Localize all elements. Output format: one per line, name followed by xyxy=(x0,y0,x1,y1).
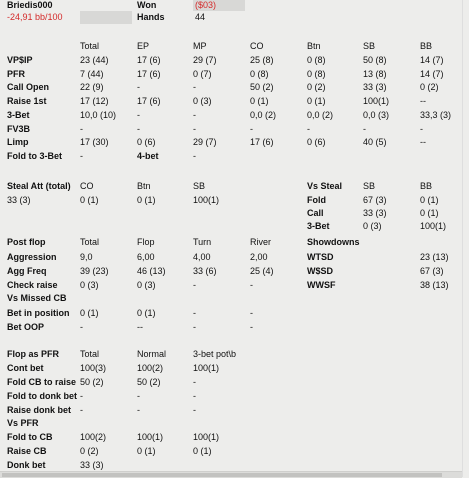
preflop-cell: 0 (3) xyxy=(193,96,212,107)
flop-pfr-col-header: Total xyxy=(80,349,100,359)
flop-pfr-cell: - xyxy=(80,391,83,401)
preflop-cell: 13 (8) xyxy=(363,68,387,79)
vs-steal-row-label: Fold xyxy=(307,195,326,205)
postflop-cell: 33 (6) xyxy=(193,266,217,276)
steal-att-value: 100(1) xyxy=(193,195,220,205)
postflop-cell: - xyxy=(193,280,196,290)
preflop-cell: 0 (1) xyxy=(250,96,269,107)
vs-steal-cell: 0 (1) xyxy=(420,195,439,205)
vs-pfr-cell: 0 (1) xyxy=(137,446,156,456)
preflop-cell: - xyxy=(193,109,196,120)
hands-label: Hands xyxy=(137,12,165,22)
postflop-col-header: River xyxy=(250,237,272,247)
vs-pfr-cell: 100(1) xyxy=(193,432,220,442)
steal-att-value: 0 (1) xyxy=(80,195,99,205)
postflop-col-header: Flop xyxy=(137,237,155,247)
showdown-label: W$SD xyxy=(307,266,334,276)
missed-cb-cell: - xyxy=(193,322,196,332)
postflop-row-label: Agg Freq xyxy=(7,266,47,276)
preflop-row-label: Call Open xyxy=(7,82,50,93)
vs-steal-col-header: SB xyxy=(363,181,376,191)
flop-pfr-cell: - xyxy=(80,405,83,415)
preflop-cell: 25 (8) xyxy=(250,55,274,65)
scrollbar-thumb[interactable] xyxy=(2,473,442,477)
missed-cb-cell: - xyxy=(193,308,196,318)
postflop-cell: 9,0 xyxy=(80,252,93,262)
postflop-cell: 39 (23) xyxy=(80,266,109,276)
flop-as-pfr-title: Flop as PFR xyxy=(7,349,60,359)
preflop-cell: - xyxy=(80,123,83,134)
vs-pfr-row-label: Donk bet xyxy=(7,460,46,470)
preflop-col-header: BB xyxy=(420,41,433,51)
preflop-cell: - xyxy=(193,123,196,134)
preflop-cell: - xyxy=(137,123,140,134)
preflop-cell: 0 (6) xyxy=(307,137,326,148)
showdown-label: WTSD xyxy=(307,252,334,262)
steal-att-value: 0 (1) xyxy=(137,195,156,205)
flop-pfr-cell: - xyxy=(137,391,140,401)
preflop-cell: 14 (7) xyxy=(420,68,444,79)
vs-pfr-cell: 0 (2) xyxy=(80,446,99,456)
preflop-cell: 4-bet xyxy=(137,150,159,161)
preflop-cell: 0,0 (2) xyxy=(307,109,334,120)
vs-steal-cell: 67 (3) xyxy=(363,195,387,205)
flop-pfr-col-header: 3-bet pot\b xyxy=(193,349,237,359)
missed-cb-cell: - xyxy=(80,322,83,332)
preflop-cell: 33,3 (3) xyxy=(420,109,452,120)
vs-missed-cb-title: Vs Missed CB xyxy=(7,293,67,303)
preflop-cell: 7 (44) xyxy=(80,68,104,79)
flop-pfr-row-label: Fold CB to raise xyxy=(7,377,77,387)
preflop-cell: 29 (7) xyxy=(193,137,217,148)
preflop-cell: -- xyxy=(420,96,426,107)
steal-col-header: CO xyxy=(80,181,94,191)
preflop-cell: 23 (44) xyxy=(80,55,109,65)
preflop-col-header: Btn xyxy=(307,41,321,51)
steal-att-total: 33 (3) xyxy=(7,195,31,205)
flop-pfr-cell: 100(1) xyxy=(193,363,220,373)
postflop-col-header: Total xyxy=(80,237,100,247)
preflop-cell: - xyxy=(250,123,253,134)
vs-pfr-cell: 100(2) xyxy=(80,432,107,442)
preflop-cell: 29 (7) xyxy=(193,55,217,65)
showdowns-title: Showdowns xyxy=(307,237,360,247)
preflop-col-header: EP xyxy=(137,41,150,51)
postflop-cell: 6,00 xyxy=(137,252,155,262)
preflop-row-label: Limp xyxy=(7,137,29,148)
player-name[interactable]: Briedis000 xyxy=(7,0,53,10)
preflop-row-label: 3-Bet xyxy=(7,109,30,120)
preflop-col-header: Total xyxy=(80,41,100,51)
preflop-row-label: FV3B xyxy=(7,123,31,134)
flop-pfr-cell: - xyxy=(193,391,196,401)
preflop-cell: - xyxy=(137,109,140,120)
preflop-cell: 0 (8) xyxy=(307,68,326,79)
postflop-row-label: Aggression xyxy=(7,252,57,262)
preflop-cell: 0 (7) xyxy=(193,68,212,79)
preflop-cell: 17 (30) xyxy=(80,137,109,148)
postflop-cell: 25 (4) xyxy=(250,266,274,276)
preflop-cell: 14 (7) xyxy=(420,55,444,65)
preflop-cell: 17 (6) xyxy=(137,68,161,79)
preflop-row-label: VP$IP xyxy=(7,55,33,65)
preflop-cell: - xyxy=(363,123,366,134)
preflop-cell: 50 (2) xyxy=(250,82,274,93)
preflop-cell: -- xyxy=(420,137,426,148)
vs-steal-row-label: 3-Bet xyxy=(307,221,330,231)
postflop-cell: - xyxy=(250,280,253,290)
missed-cb-row-label: Bet OOP xyxy=(7,322,45,332)
showdown-value: 67 (3) xyxy=(420,266,444,276)
preflop-cell: - xyxy=(193,150,196,161)
preflop-cell: 0,0 (2) xyxy=(250,109,277,120)
preflop-cell: - xyxy=(80,150,83,161)
missed-cb-cell: 0 (1) xyxy=(80,308,99,318)
vertical-scroll-gutter xyxy=(462,0,469,477)
postflop-col-header: Turn xyxy=(193,237,212,247)
flop-pfr-col-header: Normal xyxy=(137,349,167,359)
vs-steal-row-label: Call xyxy=(307,208,324,218)
vs-steal-label: Vs Steal xyxy=(307,181,343,191)
preflop-row-label: Fold to 3-Bet xyxy=(7,150,62,161)
flop-pfr-row-label: Fold to donk bet xyxy=(7,391,77,401)
preflop-cell: - xyxy=(420,123,423,134)
preflop-cell: 0 (2) xyxy=(420,82,439,93)
flop-pfr-cell: - xyxy=(193,405,196,415)
steal-col-header: SB xyxy=(193,181,206,191)
flop-pfr-cell: - xyxy=(137,405,140,415)
preflop-cell: 17 (6) xyxy=(137,55,161,65)
postflop-cell: 0 (3) xyxy=(80,280,99,290)
vs-steal-cell: 33 (3) xyxy=(363,208,387,218)
steal-col-header: Btn xyxy=(137,181,151,191)
preflop-col-header: MP xyxy=(193,41,207,51)
postflop-row-label: Check raise xyxy=(7,280,58,290)
vs-steal-cell: 0 (1) xyxy=(420,208,439,218)
preflop-cell: - xyxy=(193,82,196,93)
flop-pfr-row-label: Raise donk bet xyxy=(7,405,72,415)
preflop-cell: - xyxy=(137,82,140,93)
preflop-cell: 17 (6) xyxy=(137,96,161,107)
flop-pfr-row-label: Cont bet xyxy=(7,363,44,373)
vs-steal-cell: 0 (3) xyxy=(363,221,382,231)
missed-cb-row-label: Bet in position xyxy=(7,308,70,318)
preflop-cell: 22 (9) xyxy=(80,82,104,93)
steal-att-label: Steal Att (total) xyxy=(7,181,71,191)
bb-per-100: -24,91 bb/100 xyxy=(7,12,63,22)
won-value: ($03) xyxy=(195,0,217,10)
preflop-cell: 0,0 (3) xyxy=(363,109,390,120)
vs-pfr-cell: 33 (3) xyxy=(80,460,104,470)
missed-cb-cell: - xyxy=(250,308,253,318)
missed-cb-cell: -- xyxy=(137,322,143,332)
preflop-col-header: SB xyxy=(363,41,376,51)
won-label: Won xyxy=(137,0,157,10)
vs-pfr-cell: 100(1) xyxy=(137,432,164,442)
flop-pfr-cell: 50 (2) xyxy=(80,377,104,387)
preflop-cell: 10,0 (10) xyxy=(80,109,117,120)
postflop-cell: 2,00 xyxy=(250,252,268,262)
preflop-cell: 17 (12) xyxy=(80,96,109,107)
postflop-cell: 46 (13) xyxy=(137,266,166,276)
preflop-cell: 0 (8) xyxy=(250,68,269,79)
preflop-cell: 0 (1) xyxy=(307,96,326,107)
vs-steal-cell: 100(1) xyxy=(420,221,447,231)
preflop-col-header: CO xyxy=(250,41,264,51)
preflop-cell: 0 (8) xyxy=(307,55,326,65)
flop-pfr-cell: - xyxy=(193,377,196,387)
postflop-title: Post flop xyxy=(7,237,46,247)
vs-pfr-cell: 0 (1) xyxy=(193,446,212,456)
postflop-cell: 0 (3) xyxy=(137,280,156,290)
preflop-cell: 50 (8) xyxy=(363,55,387,65)
flop-pfr-cell: 100(2) xyxy=(137,363,164,373)
flop-pfr-cell: 100(3) xyxy=(80,363,107,373)
preflop-row-label: Raise 1st xyxy=(7,96,47,107)
flop-pfr-cell: 50 (2) xyxy=(137,377,161,387)
vs-pfr-row-label: Raise CB xyxy=(7,446,47,456)
missed-cb-cell: - xyxy=(250,322,253,332)
vs-steal-col-header: BB xyxy=(420,181,433,191)
vs-pfr-row-label: Fold to CB xyxy=(7,432,53,442)
showdown-label: WWSF xyxy=(307,280,336,290)
postflop-cell: 4,00 xyxy=(193,252,211,262)
missed-cb-cell: 0 (1) xyxy=(137,308,156,318)
preflop-cell: 33 (3) xyxy=(363,82,387,93)
bb-value-box xyxy=(80,11,132,24)
showdown-value: 23 (13) xyxy=(420,252,449,262)
preflop-cell: 100(1) xyxy=(363,96,390,107)
preflop-row-label: PFR xyxy=(7,68,25,79)
preflop-cell: 0 (6) xyxy=(137,137,156,148)
hands-value: 44 xyxy=(195,12,206,22)
preflop-cell: - xyxy=(307,123,310,134)
preflop-cell: 0 (2) xyxy=(307,82,326,93)
preflop-cell: 17 (6) xyxy=(250,137,274,148)
preflop-cell: 40 (5) xyxy=(363,137,387,148)
showdown-value: 38 (13) xyxy=(420,280,449,290)
vs-pfr-title: Vs PFR xyxy=(7,418,39,428)
